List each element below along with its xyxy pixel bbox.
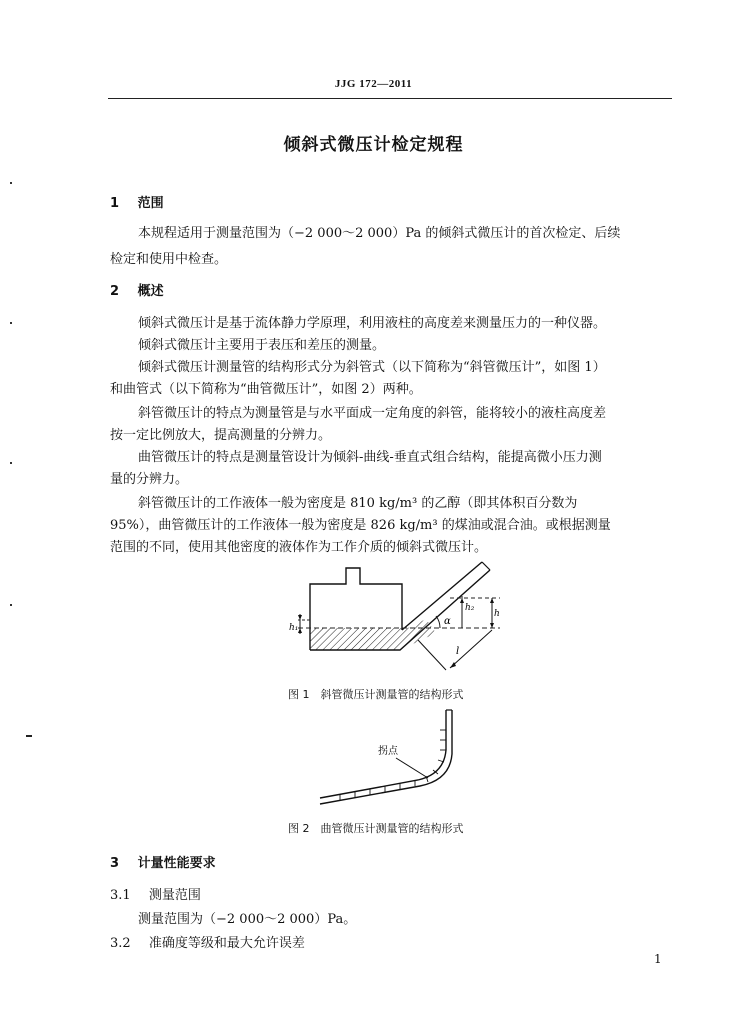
- figure-1-caption: 图 1 斜管微压计测量管的结构形式: [288, 688, 464, 701]
- paragraph-line: 倾斜式微压计测量管的结构形式分为斜管式（以下简称为“斜管微压计”，如图 1）: [138, 360, 606, 375]
- curved-tube-outer: [320, 710, 452, 804]
- label-l: l: [456, 646, 460, 657]
- margin-mark: [26, 735, 32, 737]
- margin-speck: [10, 182, 12, 184]
- paragraph-line: 曲管微压计的特点是测量管设计为倾斜-曲线-垂直式组合结构，能提高微小压力测: [138, 450, 602, 465]
- page-title: 倾斜式微压计检定规程: [283, 135, 464, 155]
- header-code: JJG 172—2011: [334, 78, 413, 90]
- section-3-heading: [110, 852, 216, 871]
- paragraph-line: 倾斜式微压计主要用于表压和差压的测量。: [138, 338, 386, 353]
- paragraph-line: 范围的不同，使用其他密度的液体作为工作介质的倾斜式微压计。: [110, 540, 488, 555]
- figure-2-diagram: [310, 704, 480, 810]
- margin-speck: [10, 604, 12, 606]
- figure-1-diagram: [280, 558, 500, 682]
- paragraph-line: 量的分辨力。: [110, 472, 189, 487]
- subsection-3-2-heading: [110, 932, 305, 951]
- subsection-number: 3.2: [110, 936, 131, 951]
- figure-2-caption: 图 2 曲管微压计测量管的结构形式: [288, 822, 464, 835]
- section-title: 概述: [137, 284, 164, 299]
- margin-speck: [10, 462, 12, 464]
- paragraph-line: 测量范围为（−2 000～2 000）Pa。: [138, 912, 357, 927]
- header-rule: [108, 98, 672, 99]
- tube-inner: [402, 562, 482, 630]
- subsection-title: 准确度等级和最大允许误差: [148, 936, 305, 951]
- paragraph-line: 本规程适用于测量范围为（−2 000～2 000）Pa 的倾斜式微压计的首次检定、后续: [138, 226, 621, 241]
- tube-scale-ticks: [340, 730, 446, 800]
- paragraph-line: 95%），曲管微压计的工作液体一般为密度是 826 kg/m³ 的煤油或混合油。或根据测量: [110, 518, 611, 533]
- section-number: 3: [110, 856, 120, 871]
- section-title: 计量性能要求: [137, 856, 216, 871]
- label-h2: h₂: [465, 603, 475, 613]
- section-1-heading: [110, 192, 164, 211]
- paragraph-line: 和曲管式（以下简称为“曲管微压计”，如图 2）两种。: [110, 382, 422, 397]
- section-number: 1: [110, 196, 120, 211]
- label-alpha: α: [444, 616, 451, 627]
- paragraph-line: 检定和使用中检查。: [110, 252, 228, 267]
- margin-speck: [10, 322, 12, 324]
- section-number: 2: [110, 284, 120, 299]
- label-h1: h₁: [289, 623, 299, 633]
- page-number: 1: [654, 952, 662, 966]
- label-h: h: [494, 609, 500, 619]
- subsection-3-1-heading: [110, 884, 201, 903]
- paragraph-line: 斜管微压计的工作液体一般为密度是 810 kg/m³ 的乙醇（即其体积百分数为: [138, 496, 578, 511]
- paragraph-line: 按一定比例放大，提高测量的分辨力。: [110, 428, 332, 443]
- label-guaidian: 拐点: [378, 746, 398, 757]
- paragraph-line: 倾斜式微压计是基于流体静力学原理，利用液柱的高度差来测量压力的一种仪器。: [138, 316, 607, 331]
- section-title: 范围: [137, 196, 164, 211]
- subsection-number: 3.1: [110, 888, 131, 903]
- subsection-title: 测量范围: [148, 888, 201, 903]
- paragraph-line: 斜管微压计的特点为测量管是与水平面成一定角度的斜管，能将较小的液柱高度差: [138, 406, 607, 421]
- section-2-heading: [110, 280, 164, 299]
